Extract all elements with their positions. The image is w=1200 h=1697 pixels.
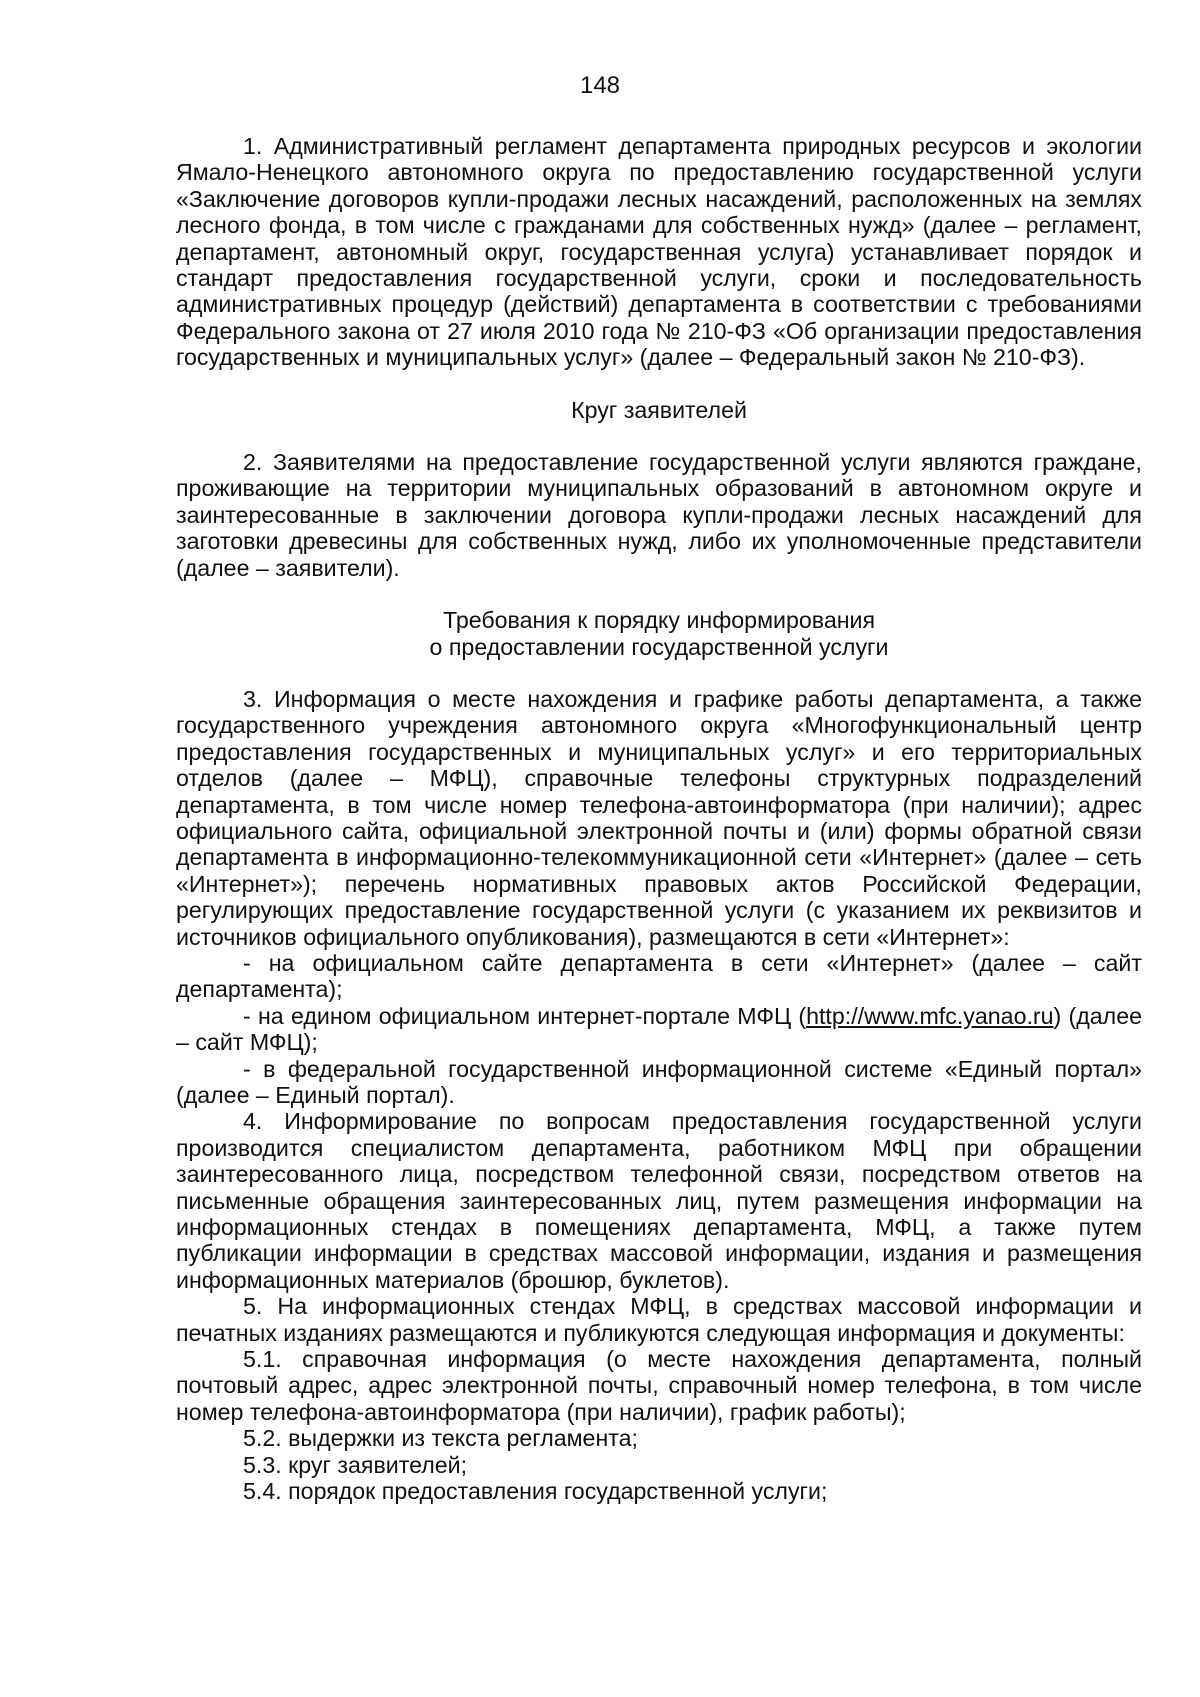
paragraph-5-2: 5.2. выдержки из текста регламента; — [243, 1425, 638, 1452]
paragraph-5: 5. На информационных стендах МФЦ, в средствах массовой информации и печатных изданиях размещаются и публикуются следующая информация и документы: — [176, 1293, 1142, 1346]
list-item-unified-portal: - в федеральной государственной информационной системе «Единый портал» (далее – Единый портал). — [176, 1055, 1142, 1108]
list-item-mfc-portal — [176, 1003, 1142, 1056]
section-heading-applicants: Круг заявителей — [571, 396, 747, 423]
section-heading-informing-line2: о предоставлении государственной услуги — [429, 633, 889, 660]
mfc-site-link[interactable]: http://www.mfc.yanao.ru — [806, 1002, 1054, 1029]
paragraph-5-4: 5.4. порядок предоставления государственной услуги; — [243, 1478, 828, 1505]
spacer — [176, 371, 1142, 397]
paragraph-4: 4. Информирование по вопросам предоставления государственной услуги производится специалистом департамента, работником МФЦ при обращении заинтересованного лица, посредством телефонной связи, посредством ответов на письменные обращения заинтересованных лиц, путем размещения информации на информационных стендах в помещениях департамента, МФЦ, а также путем публикации информации в средствах массовой информации, издания и размещения информационных материалов (брошюр, буклетов). — [176, 1108, 1142, 1293]
paragraph-1: 1. Административный регламент департамента природных ресурсов и экологии Ямало-Ненецкого автономного округа по предоставлению государственной услуги «Заключение договоров купли-продажи лесных насаждений, расположенных на землях лесного фонда, в том числе с гражданами для собственных нужд» (далее – регламент, департамент, автономный округ, государственная услуга) устанавливает порядок и стандарт предоставления государственной услуги, сроки и последовательность административных процедур (действий) департамента в соответствии с требованиями Федерального закона от 27 июля 2010 года № 210-ФЗ «Об организации предоставления государственных и муниципальных услуг» (далее – Федеральный закон № 210-ФЗ). — [176, 133, 1142, 371]
paragraph-3: 3. Информация о месте нахождения и графике работы департамента, а также государственного учреждения автономного округа «Многофункциональный центр предоставления государственных и муниципальных услуг» и его территориальных отделов (далее – МФЦ), справочные телефоны структурных подразделений департамента, в том числе номер телефона-автоинформатора (при наличии); адрес официального сайта, официальной электронной почты и (или) формы обратной связи департамента в информационно-телекоммуникационной сети «Интернет» (далее – сеть «Интернет»); перечень нормативных правовых актов Российской Федерации, регулирующих предоставление государственной услуги (с указанием их реквизитов и источников официального опубликования), размещаются в сети «Интернет»: — [176, 685, 1142, 950]
spacer — [176, 660, 1142, 686]
spacer — [176, 423, 1142, 449]
paragraph-2: 2. Заявителями на предоставление государственной услуги являются граждане, проживающие на территории муниципальных образований в автономном округе и заинтересованные в заключении договора купли-продажи лесных насаждений для заготовки древесины для собственных нужд, либо их уполномоченные представители (далее – заявители). — [176, 449, 1142, 581]
page-number: 148 — [579, 72, 621, 99]
list-item-mfc-portal-text: - на едином официальном интернет-портале МФЦ ( — [243, 1002, 807, 1029]
section-heading-informing-line1: Требования к порядку информирования — [442, 607, 876, 634]
list-item-official-site: - на официальном сайте департамента в сети «Интернет» (далее – сайт департамента); — [176, 949, 1142, 1003]
document-body — [176, 133, 1142, 1505]
spacer — [176, 581, 1142, 607]
paragraph-5-3: 5.3. круг заявителей; — [243, 1451, 468, 1478]
paragraph-5-1: 5.1. справочная информация (о месте нахождения департамента, полный почтовый адрес, адрес электронной почты, справочный номер телефона, в том числе номер телефона-автоинформатора (при наличии), график работы); — [176, 1346, 1142, 1425]
list-item-mfc-portal-text-end: ) (далее – сайт МФЦ); — [176, 1002, 1142, 1056]
